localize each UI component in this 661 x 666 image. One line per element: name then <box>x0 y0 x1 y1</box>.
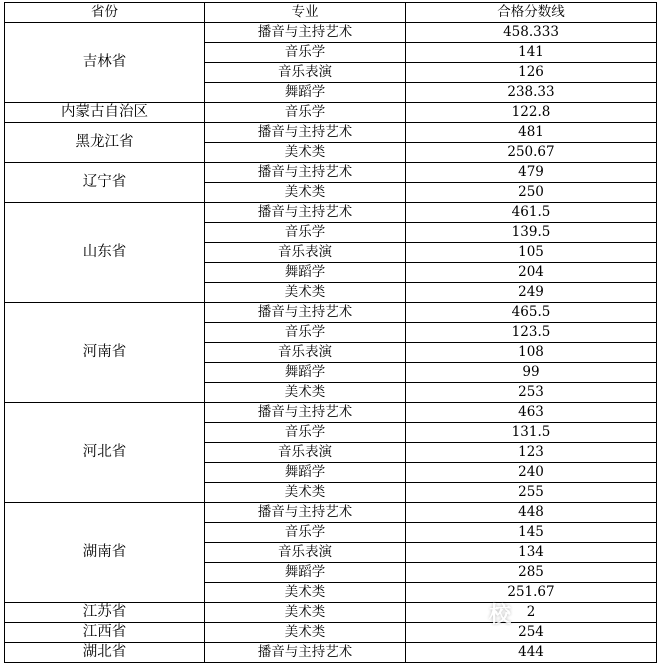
major-cell: 音乐表演 <box>205 343 406 363</box>
table-row <box>5 623 657 643</box>
major-cell: 音乐表演 <box>205 63 406 83</box>
header-province: 省份 <box>5 3 205 23</box>
table-row <box>5 203 657 223</box>
major-cell: 美术类 <box>205 143 406 163</box>
score-cell: 122.8 <box>406 103 657 123</box>
score-cell: 204 <box>406 263 657 283</box>
major-cell: 播音与主持艺术 <box>205 303 406 323</box>
header-row <box>5 3 657 23</box>
score-cell: 238.33 <box>406 83 657 103</box>
score-cell: 448 <box>406 503 657 523</box>
score-cell: 2 <box>406 603 657 623</box>
province-cell: 黑龙江省 <box>5 123 205 163</box>
major-cell: 舞蹈学 <box>205 83 406 103</box>
score-cell: 479 <box>406 163 657 183</box>
major-cell: 音乐学 <box>205 103 406 123</box>
score-cell: 255 <box>406 483 657 503</box>
table-row <box>5 23 657 43</box>
major-cell: 播音与主持艺术 <box>205 643 406 663</box>
major-cell: 音乐学 <box>205 223 406 243</box>
major-cell: 播音与主持艺术 <box>205 163 406 183</box>
table-row <box>5 123 657 143</box>
major-cell: 音乐表演 <box>205 443 406 463</box>
table-body <box>5 23 657 663</box>
table-row <box>5 303 657 323</box>
table-row <box>5 643 657 663</box>
score-table <box>4 2 657 663</box>
province-cell: 内蒙古自治区 <box>5 103 205 123</box>
table-row <box>5 103 657 123</box>
score-cell: 250.67 <box>406 143 657 163</box>
score-cell: 123 <box>406 443 657 463</box>
major-cell: 播音与主持艺术 <box>205 23 406 43</box>
major-cell: 美术类 <box>205 623 406 643</box>
major-cell: 舞蹈学 <box>205 263 406 283</box>
score-cell: 251.67 <box>406 583 657 603</box>
major-cell: 音乐表演 <box>205 543 406 563</box>
province-cell: 湖南省 <box>5 503 205 603</box>
score-cell: 463 <box>406 403 657 423</box>
major-cell: 音乐表演 <box>205 243 406 263</box>
major-cell: 播音与主持艺术 <box>205 403 406 423</box>
province-cell: 河南省 <box>5 303 205 403</box>
score-cell: 253 <box>406 383 657 403</box>
major-cell: 播音与主持艺术 <box>205 203 406 223</box>
major-cell: 美术类 <box>205 383 406 403</box>
table-row <box>5 163 657 183</box>
major-cell: 美术类 <box>205 603 406 623</box>
province-cell: 江西省 <box>5 623 205 643</box>
score-cell: 444 <box>406 643 657 663</box>
score-cell: 105 <box>406 243 657 263</box>
score-cell: 461.5 <box>406 203 657 223</box>
score-cell: 134 <box>406 543 657 563</box>
major-cell: 音乐学 <box>205 423 406 443</box>
score-cell: 141 <box>406 43 657 63</box>
score-cell: 240 <box>406 463 657 483</box>
province-cell: 湖北省 <box>5 643 205 663</box>
province-cell: 山东省 <box>5 203 205 303</box>
major-cell: 播音与主持艺术 <box>205 123 406 143</box>
score-cell: 131.5 <box>406 423 657 443</box>
score-cell: 108 <box>406 343 657 363</box>
major-cell: 舞蹈学 <box>205 363 406 383</box>
score-cell: 139.5 <box>406 223 657 243</box>
major-cell: 音乐学 <box>205 43 406 63</box>
score-cell: 249 <box>406 283 657 303</box>
watermark-text: 校 <box>489 603 515 628</box>
major-cell: 音乐学 <box>205 523 406 543</box>
major-cell: 美术类 <box>205 183 406 203</box>
major-cell: 美术类 <box>205 283 406 303</box>
score-cell: 99 <box>406 363 657 383</box>
score-cell: 250 <box>406 183 657 203</box>
header-major: 专业 <box>205 3 406 23</box>
province-cell: 辽宁省 <box>5 163 205 203</box>
score-cell: 465.5 <box>406 303 657 323</box>
major-cell: 美术类 <box>205 483 406 503</box>
score-cell: 126 <box>406 63 657 83</box>
major-cell: 美术类 <box>205 583 406 603</box>
score-cell: 145 <box>406 523 657 543</box>
major-cell: 舞蹈学 <box>205 463 406 483</box>
table-row <box>5 603 657 623</box>
score-cell: 254 <box>406 623 657 643</box>
table-row <box>5 403 657 423</box>
major-cell: 播音与主持艺术 <box>205 503 406 523</box>
major-cell: 音乐学 <box>205 323 406 343</box>
table-row <box>5 503 657 523</box>
score-cell: 123.5 <box>406 323 657 343</box>
province-cell: 吉林省 <box>5 23 205 103</box>
header-score: 合格分数线 <box>406 3 657 23</box>
score-cell: 481 <box>406 123 657 143</box>
province-cell: 江苏省 <box>5 603 205 623</box>
score-cell: 458.333 <box>406 23 657 43</box>
score-cell: 285 <box>406 563 657 583</box>
major-cell: 舞蹈学 <box>205 563 406 583</box>
province-cell: 河北省 <box>5 403 205 503</box>
